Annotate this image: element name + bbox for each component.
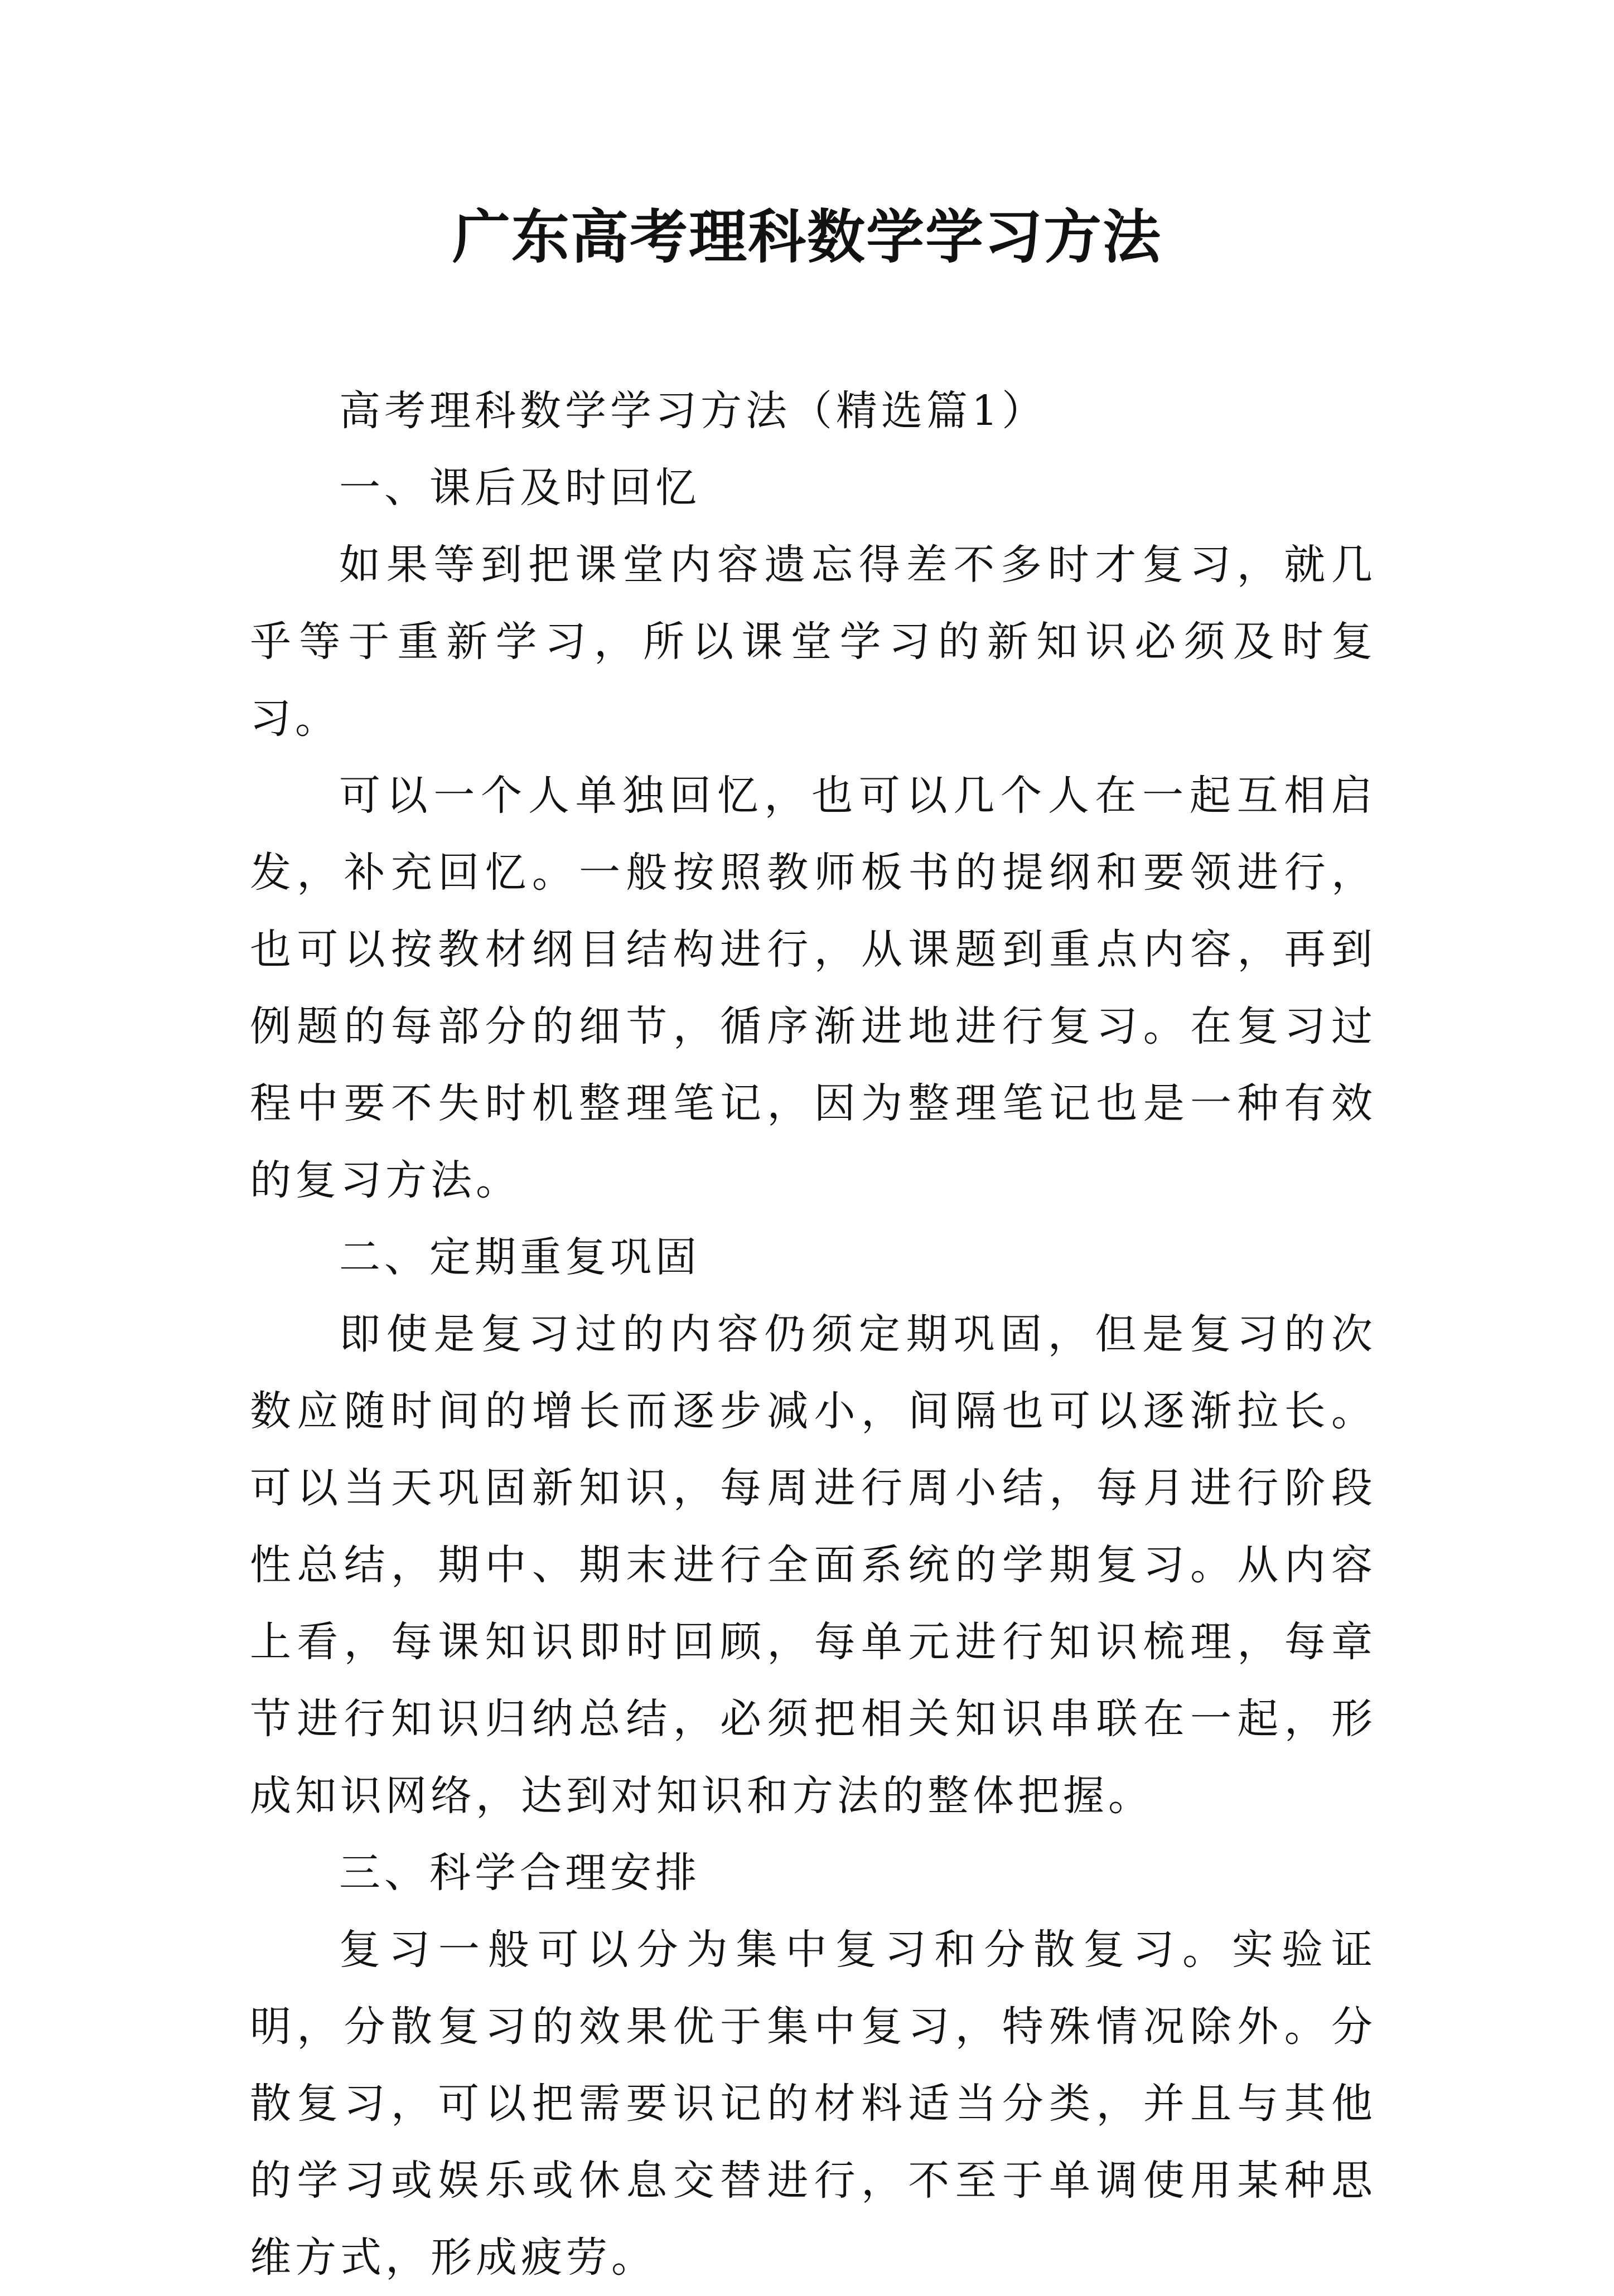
paragraph: 如果等到把课堂内容遗忘得差不多时才复习，就几乎等于重新学习，所以课堂学习的新知识必须及时复习。 — [250, 541, 1376, 743]
heading-3: 三、科学合理安排 — [339, 1849, 700, 1897]
heading-1: 一、课后及时回忆 — [339, 464, 700, 512]
section-subtitle: 高考理科数学学习方法（精选篇1） — [339, 387, 1047, 435]
heading-2: 二、定期重复巩固 — [339, 1233, 700, 1281]
document-body — [250, 372, 1376, 2296]
paragraph: 可以一个人单独回忆，也可以几个人在一起互相启发，补充回忆。一般按照教师板书的提纲和要领进行，也可以按教材纲目结构进行，从课题到重点内容，再到例题的每部分的细节，循序渐进地进行复习。在复习过程中要不失时机整理笔记，因为整理笔记也是一种有效的复习方法。 — [250, 772, 1376, 1204]
paragraph: 复习一般可以分为集中复习和分散复习。实验证明，分散复习的效果优于集中复习，特殊情况除外。分散复习，可以把需要识记的材料适当分类，并且与其他的学习或娱乐或休息交替进行，不至于单调使用某种思维方式，形成疲劳。 — [250, 1926, 1376, 2282]
paragraph: 即使是复习过的内容仍须定期巩固，但是复习的次数应随时间的增长而逐步减小，间隔也可以逐渐拉长。可以当天巩固新知识，每周进行周小结，每月进行阶段性总结，期中、期末进行全面系统的学期复习。从内容上看，每课知识即时回顾，每单元进行知识梳理，每章节进行知识归纳总结，必须把相关知识串联在一起，形成知识网络，达到对知识和方法的整体把握。 — [250, 1310, 1376, 1820]
document-title: 广东高考理科数学学习方法 — [452, 202, 1162, 271]
